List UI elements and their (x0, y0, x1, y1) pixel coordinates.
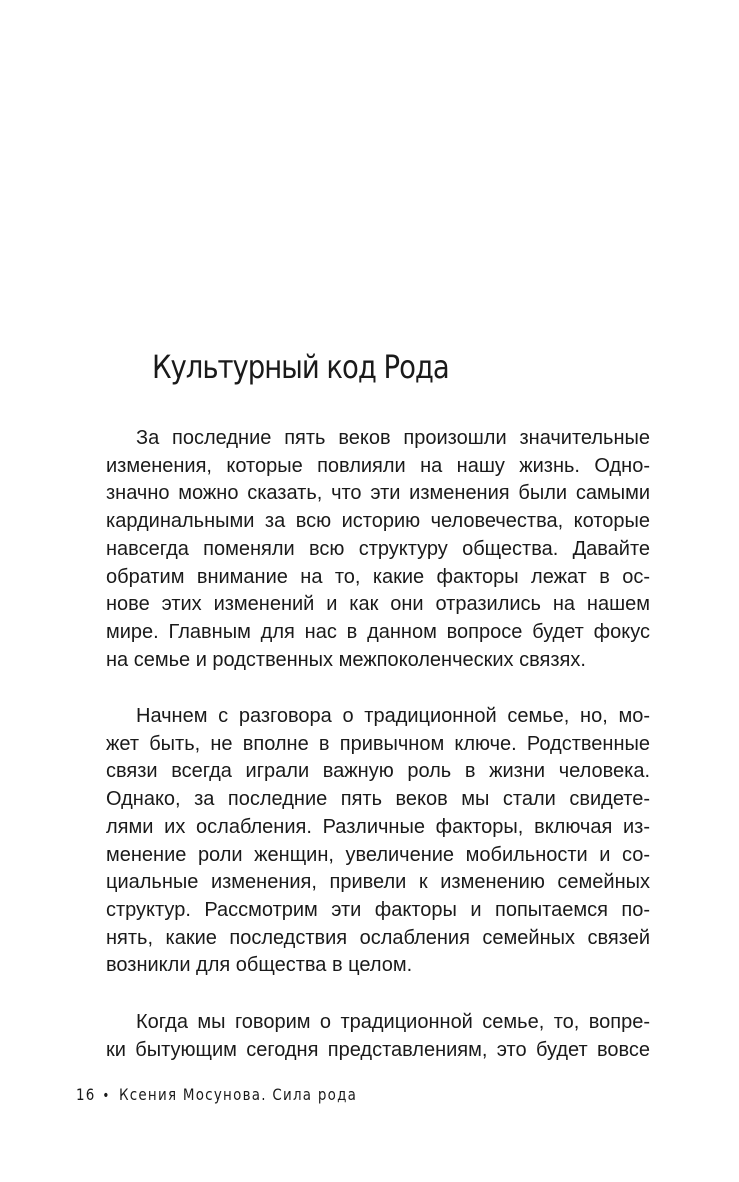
text-line: Начнем с разговора о традиционной семье, но, мо- (136, 705, 650, 727)
text-line: структур. Рассмотрим эти факторы и попытаемся по- (106, 898, 650, 921)
text-line: изменения, которые повлияли на нашу жизнь. Одно- (106, 454, 650, 477)
text-line: Когда мы говорим о традиционной семье, то, вопре- (136, 1011, 650, 1033)
text-line: мире. Главным для нас в данном вопросе будет фокус (106, 620, 650, 643)
chapter-title: Культурный код Рода (152, 348, 449, 386)
page-footer (76, 1083, 357, 1108)
paragraph-3 (106, 1009, 650, 1064)
paragraph-2 (106, 703, 650, 980)
text-line: лями их ослабления. Различные факторы, включая из- (106, 815, 650, 838)
text-line: циальные изменения, привели к изменению семейных (106, 871, 650, 894)
paragraph-1 (106, 425, 650, 674)
text-line: За последние пять веков произошли значительные (136, 427, 650, 449)
text-line: нять, какие последствия ослабления семейных связей (106, 926, 650, 949)
text-line: менение роли женщин, увеличение мобильности и со- (106, 843, 650, 866)
text-line: связи всегда играли важную роль в жизни человека. (106, 760, 650, 783)
text-line: нове этих изменений и как они отразились на нашем (106, 593, 650, 616)
text-line: возникли для общества в целом. (106, 954, 413, 977)
text-line: значно можно сказать, что эти изменения были самыми (106, 482, 650, 505)
page-number: 16 (76, 1085, 96, 1104)
text-line: ки бытующим сегодня представлениям, это будет вовсе (106, 1038, 650, 1061)
text-line: жет быть, не вполне в привычном ключе. Родственные (106, 732, 650, 755)
text-line: Однако, за последние пять веков мы стали свидете- (106, 788, 650, 811)
text-line: на семье и родственных межпоколенческих связях. (106, 648, 586, 671)
running-title: Ксения Мосунова. Сила рода (118, 1085, 358, 1104)
text-line: обратим внимание на то, какие факторы лежат в ос- (106, 565, 650, 588)
text-line: кардинальными за всю историю человечества, которые (106, 510, 650, 533)
text-line: навсегда поменяли всю структуру общества. Давайте (106, 537, 650, 560)
bullet-icon: • (102, 1088, 111, 1104)
